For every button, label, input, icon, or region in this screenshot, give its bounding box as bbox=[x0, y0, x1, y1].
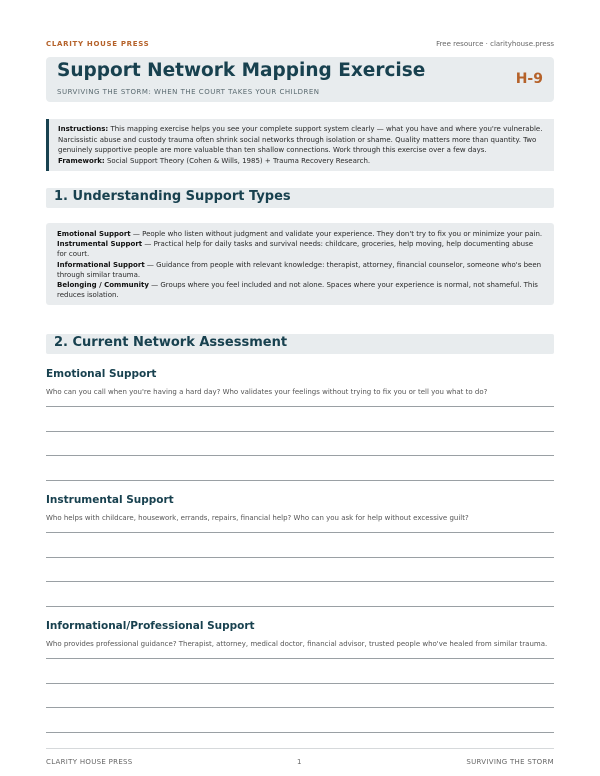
answer-line[interactable] bbox=[46, 431, 554, 432]
support-type-item bbox=[57, 229, 543, 239]
section-heading-support-types bbox=[46, 188, 554, 208]
page-subtitle: SURVIVING THE STORM: WHEN THE COURT TAKES YOUR CHILDREN bbox=[57, 88, 320, 96]
page-title: Support Network Mapping Exercise bbox=[57, 60, 426, 81]
support-type-name: Belonging / Community bbox=[57, 281, 149, 290]
instructions-text: This mapping exercise helps you see your complete support system clearly — what you have and where you're vulnerable. Narcissistic abuse and custody trauma often shrink social networks through isolation or shame. Quality matters more than quantity. Two genuinely supportive people are more valuable than ten shallow connections. Work through this exercise over a few days. bbox=[58, 125, 543, 154]
answer-line[interactable] bbox=[46, 480, 554, 481]
instrumental-support-prompt: Who helps with childcare, housework, errands, repairs, financial help? Who can you ask for help without excessive guilt? bbox=[46, 514, 469, 522]
emotional-support-prompt: Who can you call when you're having a hard day? Who validates your feelings without trying to fix you or tell you what to do? bbox=[46, 388, 488, 396]
answer-line[interactable] bbox=[46, 658, 554, 659]
footer-publisher: CLARITY HOUSE PRESS bbox=[46, 758, 133, 766]
support-type-name: Emotional Support bbox=[57, 230, 131, 238]
section-heading-network-assessment bbox=[46, 334, 554, 354]
framework-text: Social Support Theory (Cohen & Wills, 1985) + Trauma Recovery Research. bbox=[106, 156, 371, 165]
section-title: 2. Current Network Assessment bbox=[54, 335, 288, 350]
support-type-desc: — Practical help for daily tasks and survival needs: childcare, groceries, help moving, help documenting abuse for court. bbox=[57, 240, 534, 259]
support-type-item bbox=[57, 260, 543, 280]
answer-line[interactable] bbox=[46, 707, 554, 708]
instrumental-support-heading: Instrumental Support bbox=[46, 494, 174, 506]
support-type-item bbox=[57, 239, 543, 259]
section-title: 1. Understanding Support Types bbox=[54, 189, 291, 204]
answer-line[interactable] bbox=[46, 732, 554, 733]
emotional-support-heading: Emotional Support bbox=[46, 368, 157, 380]
answer-line[interactable] bbox=[46, 683, 554, 684]
handout-code: H-9 bbox=[515, 71, 543, 87]
answer-line[interactable] bbox=[46, 581, 554, 582]
answer-line[interactable] bbox=[46, 406, 554, 407]
framework-label: Framework: bbox=[58, 156, 105, 165]
support-type-name: Informational Support bbox=[57, 260, 145, 269]
footer-divider bbox=[46, 748, 554, 749]
informational-support-prompt: Who provides professional guidance? Therapist, attorney, medical doctor, financial advisor, trusted people who've healed from similar trauma. bbox=[46, 640, 548, 648]
page-number: 1 bbox=[297, 758, 302, 766]
answer-line[interactable] bbox=[46, 606, 554, 607]
informational-support-heading: Informational/Professional Support bbox=[46, 620, 255, 632]
instructions-box bbox=[46, 119, 554, 171]
support-type-desc: — Groups where you feel included and not alone. Spaces where your experience is normal, not shameful. This reduces isolation. bbox=[57, 281, 538, 300]
top-bar bbox=[46, 40, 554, 52]
support-type-desc: — Guidance from people with relevant knowledge: therapist, attorney, financial counselor, someone who's been through similar trauma. bbox=[57, 260, 542, 279]
brand-name: CLARITY HOUSE PRESS bbox=[46, 40, 150, 48]
answer-line[interactable] bbox=[46, 455, 554, 456]
support-type-desc: — People who listen without judgment and validate your experience. They don't try to fix you or minimize your pain. bbox=[132, 230, 543, 238]
answer-line[interactable] bbox=[46, 532, 554, 533]
footer-series: SURVIVING THE STORM bbox=[466, 758, 554, 766]
answer-line[interactable] bbox=[46, 557, 554, 558]
support-type-name: Instrumental Support bbox=[57, 240, 143, 249]
resource-link[interactable]: Free resource · clarityhouse.press bbox=[436, 40, 554, 48]
support-type-item bbox=[57, 280, 543, 300]
instructions-label: Instructions: bbox=[58, 125, 109, 133]
support-types-box bbox=[46, 223, 554, 305]
title-banner bbox=[46, 57, 554, 102]
